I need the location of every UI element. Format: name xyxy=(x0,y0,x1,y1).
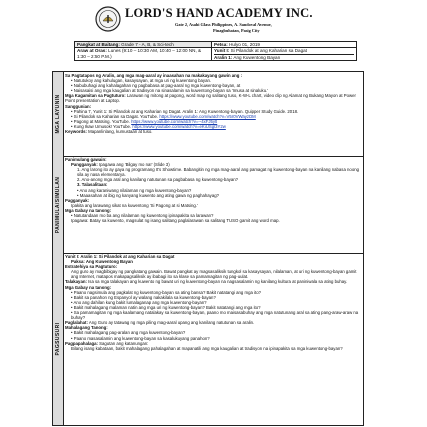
pagganyak-text: Ipakita ang larawang sikat na kuwentong 'Si Pagong at si Matsing.' xyxy=(71,202,198,208)
objective-item: • Natutukoy ang kahulugan, kasaysayan, at mga uri ng kuwentong bayan. xyxy=(71,78,212,84)
discussion-text: Talakayan: Isa sa mga talakayan ang kuwento ng bawat uri ng kuwentong-bayan na nagsasalamin ng kanilang kultura at paniniwala sa ating buhay. xyxy=(65,279,348,285)
lesson-value: Ang Kuwentong Bayan xyxy=(233,54,281,60)
analysis-question: • Bakit sa panahon ng Espanyol ay walang nakakilala sa kuwentong-bayan? xyxy=(71,294,216,300)
school-header xyxy=(95,4,395,40)
unit-lesson-heading: Yunit I: Aralin 1: Si Pilandok at ang Kaharian sa Dagat xyxy=(65,254,175,259)
intro-item: • Maaasahan at ibig ng kanyang kuwento ang ating gawa ng paghahayag? xyxy=(77,192,219,198)
objective-item: • Naisasaisi ang mga kaugalian at tradisyon na sinasalamin sa kuwentong-bayan sa 'Imusa at sinaluku.' xyxy=(71,88,269,94)
motivation-text: Pangganyak: Ipagawa ang 'Bilgay mo na!' (Slide 3) xyxy=(71,162,170,168)
intro-item: 1. Ang larong ito ay gaya ng programang It's Showtime. Babangitin ng mga mag-aaral ang pamagat ng kuwentong-bayan na kanilang nabasa noong sila ay nasa elementarya. xyxy=(77,167,359,178)
unit-value: Si Pilandok at ang Kaharian sa Dagat xyxy=(230,48,307,54)
date-label: Petsa: xyxy=(214,42,228,47)
valuing-text: Pagpapahalaga: Sagutan ang katanungan: xyxy=(65,340,149,346)
analysis-question: • Bakit mahalagang malaman natin ang mga uri ng kuwentong-bayan? Bakit natatangi ang mga ito? xyxy=(71,304,261,310)
section-analysis xyxy=(53,253,363,425)
reference-link[interactable]: https://www.youtube.com/watch?v=V5r0VWayzDM xyxy=(159,113,256,119)
day-time-label: Araw at Oras: xyxy=(77,48,107,54)
intro-item: • Ano ang karaniwang nilalaman ng mga kuwentong-bayan? xyxy=(77,187,192,193)
section-analysis-label: PAGSUSURI xyxy=(55,322,61,356)
analysis-questions-label: Mga Gabay na tanong: xyxy=(65,284,112,290)
pagganyak-label: Pagganyak: xyxy=(65,197,90,203)
reference-item: • Pagong at Matsing. YouTube. https://www.youtube.com/watch?v=--4xFJ5ytl xyxy=(71,118,218,124)
essential-question-label: Mahalagang Tanong: xyxy=(65,325,108,331)
school-address-line2: Pinagbuhatan, Pasig City xyxy=(213,28,260,33)
analysis-question: • Paano nagsimula ang pagkalat ng kuwentong-bayan sa ating bansa? Bakit natatangi ang mga ito? xyxy=(71,289,261,295)
school-logo-icon xyxy=(95,6,121,32)
ipagawa-text: Ipagawa: Batay sa kuwento, magsulat ng isang salitang paglalarawan sa salitang TUSO gamit ang word map. xyxy=(71,218,280,224)
reference-item: • Pahina 7, Yunit 1: Si Pilandok at ang Kaharian ng Dagat. Aralin 1: Ang Kuwentong-bayan. Quipper Study Guide. 2018. xyxy=(71,108,299,114)
lesson-info-table xyxy=(74,41,357,61)
day-time-value: Lunes (9:10 – 10:30 AM, 10:40 – 12:00 NN, & 1:30 – 2:50 P.M.) xyxy=(77,48,202,59)
reference-item: • Kung Ikaw Umusok! YouTube. https://www.youtube.com/watch?v=eKiUSgl3Y2w xyxy=(71,123,226,129)
strategy-label: Estratehiya sa Pagtuturo: xyxy=(65,264,118,270)
objective-item: • Nabubuhagi ang kahalagahan ng pagbabasa at pag-aaral ng mga kuwentong-bayan, at xyxy=(71,83,241,89)
lesson-label: Aralin 1: xyxy=(214,54,233,60)
discussion-label: 3. Talasalitaan: xyxy=(77,182,108,188)
lesson-body xyxy=(52,71,364,426)
reference-link[interactable]: https://www.youtube.com/watch?v=eKiUSgl3Y2w xyxy=(132,123,226,129)
analysis-question: • Sa pamamagitan ng mga kaalamang natalakay sa kuwentong-bayan, paano mo maisasabuhay ang mga natutunang aral sa ating pang-araw-araw na buhay? xyxy=(71,310,359,321)
essential-question: • Paano masasalamin ang kuwentong-bayan sa kasalukuyang panahon? xyxy=(71,335,210,341)
section-objectives-label: MGA LAYUNIN xyxy=(55,94,61,134)
section-objectives xyxy=(53,72,363,157)
reference-item: • Si Pilandok sa Kaharian sa Dagat. YouTube. https://www.youtube.com/watch?v=V5r0VWayzDM xyxy=(71,113,256,119)
materials-text: Mga Kagamitan sa Pagtuturo: Larawan ng mitong at pagong, word map ng salitang tuso, K-W-L chart, video clip ng Alamat ng Bukang Mayon at Power Point presentation at Laptop. xyxy=(65,93,356,104)
reference-link[interactable]: https://www.youtube.com/watch?v=--4xFJ5ytl xyxy=(131,118,218,124)
keywords-text: Keywords: Mapanlinlang, kumustaan at tuso. xyxy=(65,129,153,135)
strategy-text: Ang guro ay magbibigay ng pangkatang gawain. Bawat pangkat ay magsasaliksik tungkol sa kasaysayan, nilalaman, at uri ng kuwentong-bayan gamit ang Internet, matapos makapagsaliksik ay ibabagi ito sa klase sa pamamagitan ng pag-uulat. xyxy=(71,269,357,280)
essential-question: • Bakit mahalagang pag-aralan ang mga kuwentong-bayan? xyxy=(71,330,186,336)
date-value: Hulyo 01, 2019 xyxy=(229,42,260,47)
intro-item: 2. Ano-anong mga aral ang kanilang natutunan sa pagbabasa ng kuwentong-bayan? xyxy=(77,177,239,183)
guide-question: • Natutandaan mo ba ang nilalaman ng kuwentong ipinapakita sa larawan? xyxy=(71,213,214,219)
valuing-question: Bilang isang kabataan, bakit mahalagang pahalagahan at mapanatili ang mga kaugalian at tradisyon na ipinapakita sa mga kuwentong-bayan? xyxy=(71,345,343,351)
grade-section-value: Grade 7 - A, B, & Sci-tech xyxy=(121,42,174,47)
objectives-intro: Sa Pagtatapos ng Aralin, ang mga mag-aaral ay inaasahan na makakayang gawin ang : xyxy=(65,73,243,78)
guide-questions-label: Mga Gabay na tanong: xyxy=(65,207,112,213)
topic-text: Paksa: Ang Kuwentong Bayan xyxy=(71,259,133,265)
generalization-text: Paglalahat: Ang Guro ay tatawag ng mga piling mag-aaral upang ang kanilang natutunan sa aralin. xyxy=(65,320,255,326)
references-label: Sanggunian: xyxy=(65,103,92,109)
school-address-line1: Gate 2, Asahi Glass Philippines, A. Sandoval Avenue, xyxy=(175,22,272,27)
unit-label: Yunit I: xyxy=(214,48,230,54)
section-introduction xyxy=(53,156,363,254)
school-name: LORD'S HAND ACADEMY INC. xyxy=(125,6,313,20)
grade-section-label: Pangkat at Baitang: xyxy=(77,42,120,47)
section-introduction-label: PANIMULA/SIMULAN xyxy=(55,176,61,233)
analysis-question: • Ano ang dahilan kung bakit lumalaganap ang mga kuwentong-bayan? xyxy=(71,299,207,305)
intro-activity-label: Panimulang gawain: xyxy=(65,157,107,162)
